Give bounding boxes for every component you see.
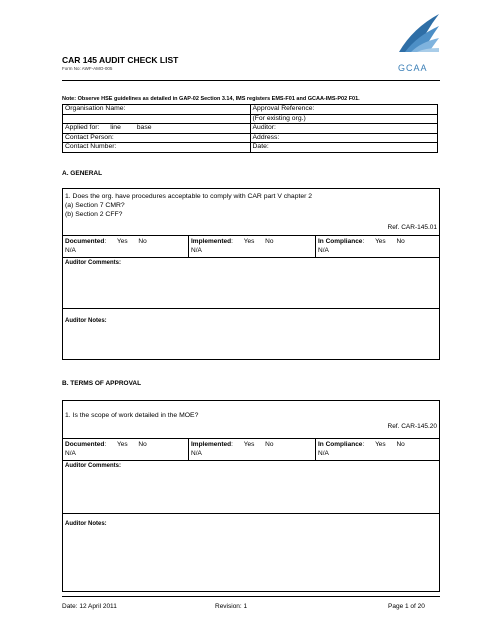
implemented-field[interactable]: Implemented: Yes No: [191, 441, 274, 448]
compliance-na[interactable]: N/A: [318, 247, 329, 254]
section-a-heading: A. GENERAL: [62, 170, 103, 177]
auditor-notes-area[interactable]: [63, 531, 439, 591]
section-b-heading: B. TERMS OF APPROVAL: [62, 380, 142, 387]
org-name-label: Organisation Name:: [65, 105, 126, 112]
compliance-na[interactable]: N/A: [318, 450, 329, 457]
compliance-no[interactable]: No: [396, 441, 405, 448]
form-number: Form No: AWF-AMO-005: [62, 66, 113, 71]
compliance-yes[interactable]: Yes: [375, 441, 386, 448]
auditor-notes-area[interactable]: [63, 327, 439, 359]
documented-yes[interactable]: Yes: [117, 441, 128, 448]
org-name-cell-cont[interactable]: [63, 114, 251, 124]
compliance-label: In Compliance: [318, 441, 363, 448]
documented-no[interactable]: No: [138, 441, 147, 448]
column-divider: [188, 235, 189, 257]
row-divider: [63, 513, 439, 514]
auditor-comments-label: Auditor Comments:: [65, 463, 121, 469]
column-divider: [315, 235, 316, 257]
implemented-na[interactable]: N/A: [191, 450, 202, 457]
implemented-no[interactable]: No: [265, 441, 274, 448]
documented-label: Documented: [65, 441, 105, 448]
row-divider: [63, 257, 439, 258]
row-divider: [63, 235, 439, 236]
section-b-question-box: [62, 400, 440, 592]
section-a-question-box: [62, 188, 440, 360]
applied-for-label: Applied for:: [65, 124, 100, 131]
implemented-label: Implemented: [191, 238, 232, 245]
auditor-label: Auditor:: [252, 124, 276, 131]
row-divider: [63, 308, 439, 309]
documented-field[interactable]: Documented: Yes No: [65, 238, 147, 245]
compliance-no[interactable]: No: [396, 238, 405, 245]
hse-note: Note: Observe HSE guidelines as detailed in GAP-02 Section 3.14, IMS registers EMS-F01 and GCAA-IMS-P02 F01.: [62, 96, 360, 102]
question-a1-line2: (a) Section 7 CMR?: [65, 202, 125, 209]
organisation-info-table: [62, 104, 438, 153]
date-label: Date:: [252, 143, 269, 150]
column-divider: [315, 438, 316, 460]
approval-ref-label: Approval Reference:: [252, 105, 315, 112]
documented-na[interactable]: N/A: [65, 247, 76, 254]
applied-base-option[interactable]: base: [136, 124, 152, 131]
compliance-field[interactable]: In Compliance: Yes No: [318, 238, 405, 245]
documented-field[interactable]: Documented: Yes No: [65, 441, 147, 448]
org-name-cell[interactable]: [63, 105, 251, 115]
logo-text: GCAA: [398, 63, 428, 73]
contact-number-label: Contact Number:: [65, 143, 117, 150]
row-divider: [63, 438, 439, 439]
date-cell[interactable]: [250, 143, 438, 153]
documented-no[interactable]: No: [138, 238, 147, 245]
column-divider: [188, 438, 189, 460]
question-b1: 1. Is the scope of work detailed in the MOE?: [65, 412, 199, 419]
documented-label: Documented: [65, 238, 105, 245]
implemented-yes[interactable]: Yes: [243, 238, 255, 245]
auditor-notes-label: Auditor Notes:: [65, 521, 107, 527]
auditor-comments-area[interactable]: [63, 269, 439, 307]
implemented-na[interactable]: N/A: [191, 247, 202, 254]
auditor-comments-label: Auditor Comments:: [65, 260, 121, 266]
address-label: Address:: [252, 133, 280, 141]
compliance-label: In Compliance: [318, 238, 363, 245]
documented-yes[interactable]: Yes: [117, 238, 128, 245]
footer-revision: Revision: 1: [215, 603, 248, 610]
implemented-label: Implemented: [191, 441, 232, 448]
contact-number-cell[interactable]: [63, 143, 251, 153]
implemented-field[interactable]: Implemented: Yes No: [191, 238, 274, 245]
compliance-field[interactable]: In Compliance: Yes No: [318, 441, 405, 448]
documented-na[interactable]: N/A: [65, 450, 76, 457]
address-cell[interactable]: [250, 133, 438, 143]
approval-ref-sub-label: (For existing org.): [252, 114, 306, 122]
footer-page-number: Page 1 of 20: [388, 603, 425, 610]
document-title: CAR 145 AUDIT CHECK LIST: [62, 55, 179, 65]
auditor-comments-area[interactable]: [63, 472, 439, 512]
auditor-cell[interactable]: [250, 124, 438, 134]
approval-ref-sub-cell: [250, 114, 438, 124]
applied-for-cell[interactable]: [63, 124, 251, 134]
approval-ref-cell[interactable]: [250, 105, 438, 115]
reference-a1: Ref. CAR-145.01: [387, 224, 437, 231]
reference-b1: Ref. CAR-145.20: [387, 423, 437, 430]
header-rule: [62, 80, 440, 81]
footer-rule: [62, 596, 440, 597]
implemented-no[interactable]: No: [265, 238, 274, 245]
implemented-yes[interactable]: Yes: [243, 441, 255, 448]
contact-person-cell[interactable]: [63, 133, 251, 143]
question-a1-line3: (b) Section 2 CFF?: [65, 211, 123, 218]
contact-person-label: Contact Person:: [65, 133, 114, 141]
gcaa-logo-icon: [395, 8, 443, 68]
row-divider: [63, 460, 439, 461]
compliance-yes[interactable]: Yes: [375, 238, 386, 245]
applied-line-option[interactable]: line: [110, 124, 121, 131]
auditor-notes-label: Auditor Notes:: [65, 318, 107, 324]
question-a1-line1: 1. Does the org. have procedures acceptable to comply with CAR part V chapter 2: [65, 193, 313, 200]
footer-date: Date: 12 April 2011: [62, 603, 117, 610]
